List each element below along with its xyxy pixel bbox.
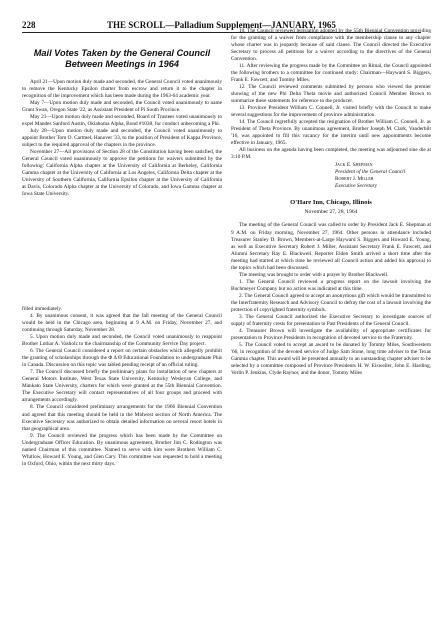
paragraph: 13. Province President William C. Connell, Jr. visited briefly with the Council to make several suggestions for the improvement of province administration.: [231, 105, 431, 119]
signature-role: Executive Secretary: [335, 182, 378, 189]
paragraph: 6. The General Council considered a report on certain obstacles which allegedly prohibit the granting of scholarships through the Φ Δ Θ Educational Foundation to undergraduate Phis in Canada. Discussion on this topic was tabled pending receipt of an official ruling.: [22, 348, 222, 369]
left-column: [22, 28, 222, 468]
paragraph: 9. The Council reviewed the progress which has been made by the Committee on Undergraduate Officer Education. By unanimous agreement, Brother Jim C. Rodington was named Chairman of this committee. Named to serve with him were Brothers William C. Whitlow, Howard E. Young, and Glen Cary. This committee was requested to hold a meeting in Oxford, Ohio, within the next thirty days.: [22, 432, 222, 467]
signature-name: Jack E. Shepman: [335, 162, 373, 169]
page-number: 228: [22, 20, 36, 30]
paragraph: 11. After reviewing the progress made by the Committee on Ritual, the Council appointed the following brothers to a committee for continued study: Chairman—Hayward S. Biggers, Frank E. Fawcett, and Tommy Miles.: [231, 63, 431, 84]
right-column: [231, 28, 431, 377]
paragraph: July 28—Upon motion duly made and seconded, the Council voted unanimously to appoint Brother Tom O. Cartmel, Hanover '33, to the position of President of Kappa Province, subject to the required approval of the chapters in the province.: [22, 128, 222, 149]
paragraph: filled immediately.: [22, 306, 62, 313]
signature-name: Robert J. Miller: [335, 175, 374, 182]
paragraph: April 21—Upon motion duly made and seconded, the General Council voted unanimously to remove the Kentucky Epsilon charter from escrow and return it to the chapter in recognition of the improvement which has been made during the 1963-64 academic year.: [22, 79, 222, 100]
paragraph: 10. The Council reviewed legislation adopted by the 55th Biennial Convention providing for the granting of a waiver from compliance with the membership clause to any chapter whose charter was in jeopardy because of said clause. The Council directed the Executive Secretary to process all petitions for a waiver according to the directives of the General Convention.: [231, 28, 431, 63]
paragraph: All business on the agenda having been completed, the meeting was adjourned sine die at 3:10 P.M.: [231, 147, 431, 161]
paragraph: November 27—All provisions of Section 28 of the Constitution having been satisfied, the General Council voted unanimously to approve the petitions for waivers submitted by the following: California Alpha chapter at the University of California at Berkeley, California Gamma chapter at the University of California at Los Angeles, California Delta chapter at the University of Southern California, California Epsilon chapter at the University of California at Davis, Colorado Alpha chapter at the University of Colorado, and Iowa Gamma chapter at Iowa State University.: [22, 149, 222, 198]
paragraph: 3. The General Council authorized the Executive Secretary to investigate sources of supply of fraternity crests for presentation to Past Presidents of the General Council.: [231, 313, 431, 327]
signature-block: [335, 162, 431, 189]
running-title: THE SCROLL—Palladium Supplement—JANUARY, 1965: [107, 20, 336, 30]
paragraph: 12. The Council reviewed comments submitted by persons who viewed the premier showing of the new Phi Delta Theta movie and authorized Council Member Brown to summarize these statements for reference to the producer.: [231, 84, 431, 105]
paragraph: 4. By unanimous consent, it was agreed that the fall meeting of the General Council would be held in the Chicago area, beginning at 9 A.M. on Friday, November 27, and continuing through Saturday, November 28.: [22, 313, 222, 334]
section-heading: O'Hare Inn, Chicago, Illinois: [290, 199, 372, 207]
paragraph: 7. The Council discussed briefly the preliminary plans for installation of new chapters at General Motors Institute, West Texas State University, Kentucky Wesleyan College, and Mankato State University, charters for which were granted at the 55th Biennial Convention. The Executive Secretary will contact representatives of all four groups and proceed with arrangements accordingly.: [22, 369, 222, 404]
paragraph: 5. Upon motion duly made and seconded, the Council voted unanimously to reappoint Brother Lothar A. Vasholz to the chairmanship of the Community Service Day project.: [22, 334, 222, 348]
article-headline: Mail Votes Taken by the General Council Between Meetings in 1964: [33, 48, 211, 69]
section-dates: November 27, 28, 1964: [304, 209, 358, 216]
paragraph: The meeting of the General Council was called to order by President Jack E. Shepman at 9 A.M. on Friday morning, November 27, 1964. Other persons in attendance included Treasurer Stanley D. Brown, Members-at-Large Hayward S. Biggers and Howard E. Young, as well as Executive Secretary Robert J. Miller, Assistant Secretary Frank E. Fawcett, and Alumni Secretary Ray E. Blackwell. Reporter Elden Smith arrived a short time after the meeting had started at which time he reviewed all Council action and added his approval to the topics which had been discussed.: [231, 222, 431, 271]
paragraph: 4. Treasurer Brown will investigate the availability of appropriate certificates for presentation to Province Presidents in recognition of devoted service to the Fraternity.: [231, 327, 431, 341]
paragraph: 5. The Council voted to accept an award to be donated by Tommy Miles, Southwestern '66, in recognition of the devoted service of Judge Sam Stone, long time adviser to the Texas Gamma chapter. This award will be presented annually to an outstanding chapter adviser to be selected by a committee composed of Province Presidents H. W. Eisweiler, John E. Harding, Verlin P. Jenkins, Clyde Raynor, and the donor, Tommy Miles: [231, 341, 431, 376]
paragraph: 2. The General Council agreed to accept an anonymous gift which would be transmitted to the Interfraternity Research and Advisory Council to defray the cost of a lawsuit involving the protection of copyrighted fraternity symbols.: [231, 292, 431, 313]
signature-role: President of the General Council: [335, 169, 406, 176]
paragraph: May 7—Upon motion duly made and seconded, the Council voted unanimously to name Grant Swan, Oregon State '22, as Assistant President of Pi South Province.: [22, 100, 222, 114]
paragraph: 1. The General Council reviewed a progress report on the lawsuit involving the Buchmeyer Company but no action was indicated at this time.: [231, 278, 431, 292]
paragraph: 8. The Council considered preliminary arrangements for the 1966 Biennial Convention and agreed that this meeting should be held in the Midwest section of North America. The Executive Secretary was authorized to obtain detailed information on several resort hotels in that geographical area.: [22, 404, 222, 432]
blank-space: [22, 198, 222, 306]
paragraph: 14. The Council regretfully accepted the resignation of Brother William C. Connell, Jr. as President of Theta Province. By unanimous agreement, Brother Joseph M. Clark, Vanderbilt '16, was appointed to fill this vacancy for the interim until new appointments become effective in January, 1965.: [231, 119, 431, 147]
paragraph: The meeting was brought to order with a prayer by Brother Blackwell.: [239, 271, 389, 278]
paragraph: May 21—Upon motion duly made and seconded, Board of Trustees voted unanimously to expel Mandes Sanford Austin, Oklahoma Alpha, Bond #1038, for conduct unbecoming a Phi.: [22, 114, 222, 128]
